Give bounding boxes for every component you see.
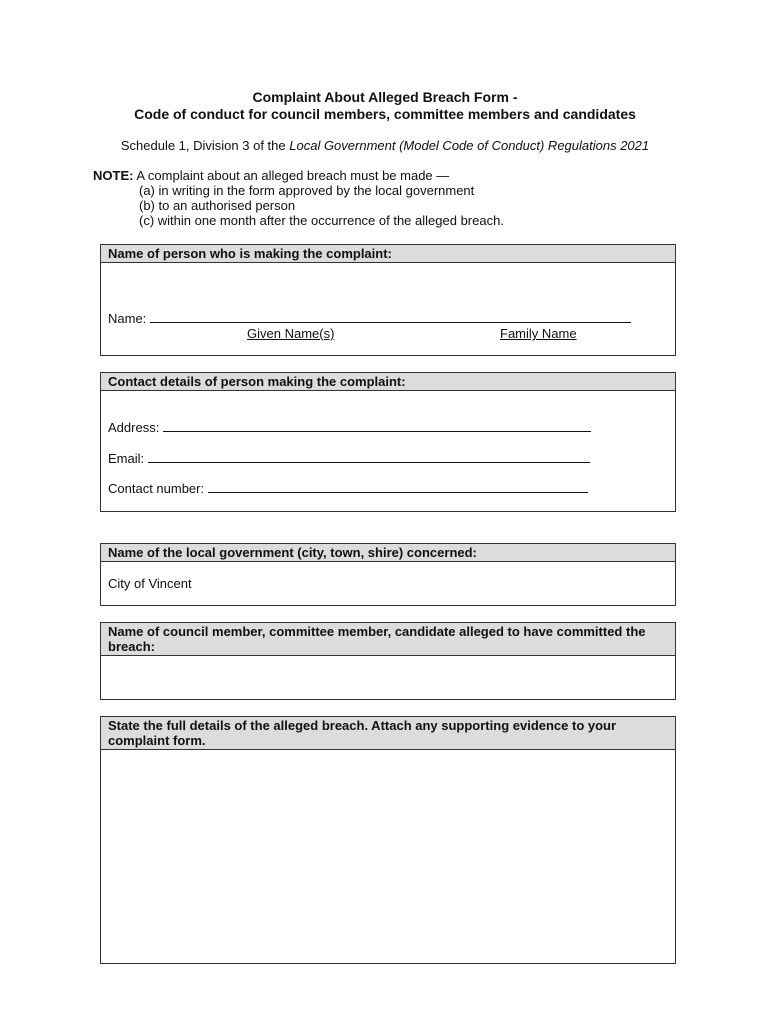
form-title: Complaint About Alleged Breach Form - bbox=[252, 89, 518, 105]
family-name-caption: Family Name bbox=[500, 326, 577, 341]
form-subtitle: Code of conduct for council members, committee members and candidates bbox=[134, 106, 636, 122]
complainant-section bbox=[100, 244, 676, 356]
note-intro bbox=[93, 168, 504, 183]
email-input-line[interactable] bbox=[148, 451, 590, 463]
contact-section bbox=[100, 372, 676, 512]
email-label: Email: bbox=[108, 451, 145, 466]
contact-number-label: Contact number: bbox=[108, 481, 205, 496]
note-item: (a) in writing in the form approved by the local government bbox=[139, 183, 475, 198]
local-government-value[interactable]: City of Vincent bbox=[108, 576, 192, 591]
details-section bbox=[100, 716, 676, 964]
name-field[interactable] bbox=[108, 311, 631, 326]
section-heading: Contact details of person making the complaint: bbox=[101, 373, 675, 391]
details-answer-area[interactable] bbox=[101, 750, 675, 964]
email-field[interactable] bbox=[108, 451, 590, 466]
member-section bbox=[100, 622, 676, 700]
section-heading: State the full details of the alleged breach. Attach any supporting evidence to your complaint form. bbox=[101, 717, 675, 750]
address-label: Address: bbox=[108, 420, 160, 435]
note-block bbox=[93, 168, 504, 228]
contact-number-field[interactable] bbox=[108, 481, 588, 496]
address-input-line[interactable] bbox=[163, 420, 591, 432]
regulation-title: Local Government (Model Code of Conduct) Regulations 2021 bbox=[289, 138, 650, 153]
note-text: A complaint about an alleged breach must be made — bbox=[136, 168, 450, 183]
member-answer-area[interactable] bbox=[101, 656, 675, 700]
section-heading: Name of council member, committee member, candidate alleged to have committed the breach: bbox=[101, 623, 675, 656]
section-heading: Name of person who is making the complaint: bbox=[101, 245, 675, 263]
schedule-reference bbox=[0, 138, 770, 153]
name-label: Name: bbox=[108, 311, 147, 326]
note-item: (c) within one month after the occurrence of the alleged breach. bbox=[139, 213, 504, 228]
note-item: (b) to an authorised person bbox=[139, 198, 296, 213]
contact-number-input-line[interactable] bbox=[208, 481, 588, 493]
note-label: NOTE: bbox=[93, 168, 134, 183]
schedule-prefix: Schedule 1, Division 3 of the bbox=[120, 138, 290, 153]
local-government-section bbox=[100, 543, 676, 606]
name-input-line[interactable] bbox=[150, 311, 631, 323]
section-heading: Name of the local government (city, town, shire) concerned: bbox=[101, 544, 675, 562]
address-field[interactable] bbox=[108, 420, 591, 435]
given-name-caption: Given Name(s) bbox=[247, 326, 335, 341]
